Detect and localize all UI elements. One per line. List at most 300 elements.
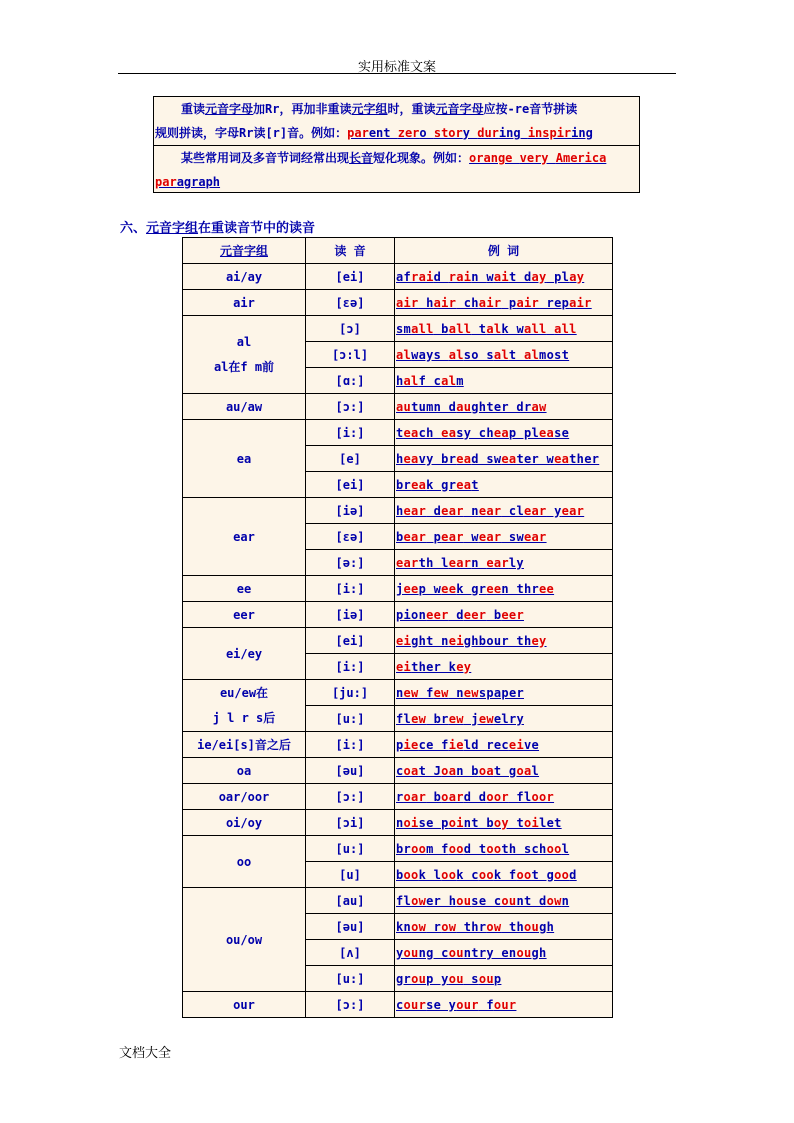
word-segment: n xyxy=(448,685,464,700)
word-segment: oor xyxy=(531,789,555,804)
pronunciation-cell: [i:] xyxy=(306,654,395,680)
word-segment: sm xyxy=(396,321,412,336)
word-segment: ow xyxy=(411,893,427,908)
vowel-group-cell xyxy=(183,758,306,784)
word-segment: ew xyxy=(403,685,419,700)
table-row xyxy=(183,576,613,602)
section-title xyxy=(120,217,315,236)
word-segment: h xyxy=(396,503,404,518)
word-segment: spaper xyxy=(478,685,524,700)
vowel-group-cell xyxy=(183,888,306,992)
word-segment: oar xyxy=(441,789,464,804)
word-segment: oa xyxy=(516,763,532,778)
word-segment: ou xyxy=(501,893,517,908)
word-segment: al xyxy=(493,347,509,362)
vowel-group-label-2: j l r s后 xyxy=(212,710,276,725)
vowel-group-label: au/aw xyxy=(225,399,263,414)
pronunciation-cell: [ɛə] xyxy=(306,524,395,550)
word-segment: al xyxy=(486,321,502,336)
table-row xyxy=(183,316,613,342)
pronunciation-cell: [əu] xyxy=(306,758,395,784)
example-words xyxy=(396,686,524,700)
section-title-rest: 在重读音节中的读音 xyxy=(198,221,316,236)
example-words xyxy=(396,452,599,466)
word-segment: th sch xyxy=(501,841,547,856)
word-segment: ways xyxy=(411,347,449,362)
word-segment: thr xyxy=(456,919,487,934)
word-segment: k w xyxy=(501,321,524,336)
example-words-cell xyxy=(395,732,613,758)
table-row xyxy=(183,810,613,836)
word-segment: k c xyxy=(456,867,479,882)
vowel-group-label: ea xyxy=(236,451,252,466)
word-segment: ei xyxy=(396,633,412,648)
word-segment: ew xyxy=(433,685,449,700)
vowel-group-label: ou/ow xyxy=(225,932,263,947)
word-segment: ea xyxy=(456,477,472,492)
note-text-segment: par xyxy=(347,126,369,140)
example-words-cell xyxy=(395,888,613,914)
word-segment: b xyxy=(396,529,404,544)
word-segment: ee xyxy=(486,581,502,596)
word-segment: ear xyxy=(448,555,472,570)
vowel-group-label: ear xyxy=(233,529,255,544)
word-segment: all xyxy=(523,321,547,336)
word-segment: ch xyxy=(418,425,442,440)
note-text-segment: very xyxy=(519,151,556,165)
word-segment: k f xyxy=(493,867,517,882)
word-segment: vy br xyxy=(418,451,457,466)
example-words-cell xyxy=(395,862,613,888)
word-segment: ch xyxy=(456,295,479,310)
vowel-group-label: eu/ew在 xyxy=(219,685,269,700)
word-segment: oo xyxy=(411,841,427,856)
vowel-group-cell xyxy=(183,836,306,888)
word-segment: ey xyxy=(456,659,472,674)
word-segment: al xyxy=(523,347,540,362)
word-segment: n thr xyxy=(501,581,540,596)
note-text-segment: 元音字母 xyxy=(205,102,254,116)
word-segment: ay xyxy=(569,269,585,284)
word-segment: r xyxy=(426,919,442,934)
example-words-cell xyxy=(395,940,613,966)
pronunciation-cell: [u:] xyxy=(306,836,395,862)
word-segment: l xyxy=(531,763,540,778)
word-segment: ew xyxy=(463,685,479,700)
word-segment: n b xyxy=(456,763,479,778)
note-paragraph-2 xyxy=(154,146,639,170)
pronunciation-cell: [u:] xyxy=(306,706,395,732)
example-words xyxy=(396,348,569,362)
example-words xyxy=(396,478,479,492)
word-segment: t xyxy=(508,815,524,830)
pronunciation-cell: [ʌ] xyxy=(306,940,395,966)
vowel-group-label: our xyxy=(233,997,255,1012)
word-segment: al xyxy=(396,347,412,362)
vowel-group-cell xyxy=(183,602,306,628)
example-words xyxy=(396,400,547,414)
word-segment: ie xyxy=(403,737,419,752)
example-words xyxy=(396,322,577,336)
vowel-group-label: eer xyxy=(233,607,255,622)
word-segment: ea xyxy=(456,451,472,466)
word-segment: eer xyxy=(426,607,449,622)
word-segment: pion xyxy=(396,607,427,622)
word-segment xyxy=(547,322,555,336)
word-segment: gh xyxy=(539,919,555,934)
word-segment: ou xyxy=(456,893,472,908)
word-segment: ntry en xyxy=(463,945,517,960)
word-segment: oar xyxy=(403,789,427,804)
word-segment: t xyxy=(508,269,524,284)
pronunciation-cell: [e] xyxy=(306,446,395,472)
word-segment: ow xyxy=(486,919,502,934)
word-segment: p xyxy=(493,971,502,986)
word-segment: ow xyxy=(441,919,457,934)
word-segment: ea xyxy=(411,477,427,492)
word-segment: ow xyxy=(411,919,427,934)
word-segment: r xyxy=(396,789,404,804)
word-segment: b xyxy=(433,321,449,336)
word-segment: eer xyxy=(501,607,524,622)
pronunciation-cell: [əu] xyxy=(306,914,395,940)
example-words-cell xyxy=(395,446,613,472)
word-segment: l xyxy=(561,841,570,856)
word-segment: p y xyxy=(426,971,449,986)
word-segment: b xyxy=(396,867,404,882)
word-segment: ld rec xyxy=(463,737,509,752)
word-segment: t xyxy=(471,321,487,336)
vowel-group-cell xyxy=(183,420,306,498)
example-words-cell xyxy=(395,576,613,602)
word-segment: t xyxy=(508,347,524,362)
word-segment: ow xyxy=(546,893,562,908)
word-segment: d xyxy=(448,607,464,622)
example-words xyxy=(396,764,539,778)
word-segment: ou xyxy=(411,971,427,986)
word-segment: ea xyxy=(554,451,570,466)
word-segment: se xyxy=(554,425,570,440)
word-segment: t g xyxy=(531,867,555,882)
word-segment: c xyxy=(396,763,404,778)
word-segment: oo xyxy=(546,841,562,856)
word-segment: our xyxy=(493,997,517,1012)
word-segment: ey xyxy=(531,633,547,648)
word-segment: ghbour th xyxy=(463,633,532,648)
table-row xyxy=(183,836,613,862)
word-segment: gh xyxy=(531,945,547,960)
example-words xyxy=(396,374,464,388)
note-text-segment: ing xyxy=(571,126,593,140)
example-words xyxy=(396,712,524,726)
table-row xyxy=(183,498,613,524)
word-segment: all xyxy=(448,321,472,336)
word-segment: nt b xyxy=(463,815,494,830)
pronunciation-cell: [ɔi] xyxy=(306,810,395,836)
table-row xyxy=(183,628,613,654)
vowel-group-cell xyxy=(183,784,306,810)
word-segment: al xyxy=(441,373,457,388)
table-row xyxy=(183,420,613,446)
example-words xyxy=(396,530,547,544)
word-segment: t J xyxy=(418,763,442,778)
section-title-underlined: 元音字组 xyxy=(146,221,199,236)
word-segment: oa xyxy=(403,763,419,778)
word-segment: n xyxy=(463,503,479,518)
example-words xyxy=(396,946,547,960)
word-segment: ng c xyxy=(418,945,449,960)
example-words-cell xyxy=(395,290,613,316)
vowel-group-cell xyxy=(183,264,306,290)
word-segment: ea xyxy=(493,425,509,440)
table-row xyxy=(183,992,613,1018)
pronunciation-cell: [ɔ:] xyxy=(306,992,395,1018)
example-words xyxy=(396,816,562,830)
word-segment: ghter dr xyxy=(471,399,532,414)
word-segment: ear xyxy=(396,555,419,570)
example-words-cell xyxy=(395,836,613,862)
section-number: 六、 xyxy=(120,221,147,236)
word-segment: our xyxy=(403,997,427,1012)
word-segment: oi xyxy=(524,815,540,830)
note-text-segment: 加Rr，再加非重读 xyxy=(253,102,352,116)
word-segment: eer xyxy=(463,607,487,622)
vowel-group-label: ie/ei[s]音之后 xyxy=(197,738,291,752)
word-segment: sy ch xyxy=(456,425,494,440)
pronunciation-cell: [u:] xyxy=(306,966,395,992)
pronunciation-cell: [ju:] xyxy=(306,680,395,706)
example-words xyxy=(396,868,577,882)
word-segment: ght n xyxy=(411,633,449,648)
vowel-group-cell xyxy=(183,680,306,732)
word-segment: ew xyxy=(448,711,464,726)
word-segment: ou xyxy=(478,971,494,986)
word-segment: ly xyxy=(508,555,524,570)
table-row xyxy=(183,394,613,420)
word-segment: br xyxy=(396,477,412,492)
pronunciation-cell: [ɛə] xyxy=(306,290,395,316)
word-segment: oy xyxy=(493,815,509,830)
pronunciation-cell: [ei] xyxy=(306,628,395,654)
pronunciation-cell: [ɔ:] xyxy=(306,394,395,420)
example-words xyxy=(396,296,592,310)
example-words-cell xyxy=(395,706,613,732)
vowel-group-cell xyxy=(183,394,306,420)
word-segment: elry xyxy=(493,711,524,726)
example-words-cell xyxy=(395,472,613,498)
pronunciation-cell: [au] xyxy=(306,888,395,914)
word-segment: br xyxy=(426,711,449,726)
word-segment: ew xyxy=(478,711,494,726)
note-text-segment: par xyxy=(155,175,177,189)
vowel-group-cell xyxy=(183,810,306,836)
word-segment: ter w xyxy=(516,451,555,466)
word-segment: ea xyxy=(403,425,419,440)
example-words xyxy=(396,660,471,674)
word-segment: nt d xyxy=(516,893,547,908)
word-segment: rai xyxy=(411,269,434,284)
word-segment: ear xyxy=(478,529,502,544)
word-segment: p pl xyxy=(508,425,540,440)
example-words xyxy=(396,998,516,1012)
header-example-words: 例 词 xyxy=(395,238,613,264)
word-segment: ther k xyxy=(411,659,457,674)
word-segment: h xyxy=(396,451,404,466)
note-text-segment: 长音 xyxy=(349,151,374,165)
word-segment: let xyxy=(539,815,562,830)
word-segment: j xyxy=(396,581,404,596)
note-text-segment: ing xyxy=(498,126,528,140)
note-text-segment: 元音字母 xyxy=(435,102,484,116)
word-segment: t xyxy=(396,425,404,440)
word-segment: h xyxy=(418,295,434,310)
word-segment: n xyxy=(396,815,404,830)
word-segment: s xyxy=(463,971,479,986)
note-paragraph-1 xyxy=(154,97,639,121)
word-segment: all xyxy=(554,321,577,336)
example-words xyxy=(396,634,547,648)
word-segment: oo xyxy=(554,867,570,882)
pronunciation-cell: [ei] xyxy=(306,472,395,498)
pronunciation-cell: [i:] xyxy=(306,732,395,758)
word-segment: air xyxy=(516,295,540,310)
vowel-group-label: air xyxy=(233,295,255,310)
word-segment: f c xyxy=(418,373,442,388)
word-segment: sw xyxy=(501,529,524,544)
word-segment: b xyxy=(486,607,502,622)
pronunciation-cell: [ə:] xyxy=(306,550,395,576)
vowel-group-label: oar/oor xyxy=(218,789,270,804)
word-segment: d xyxy=(524,269,532,284)
example-words-cell xyxy=(395,420,613,446)
note-text-segment: 重读 xyxy=(181,102,206,116)
word-segment: fl xyxy=(396,711,412,726)
note-text-segment: stor xyxy=(433,126,463,140)
vowel-group-label: ai/ay xyxy=(225,269,263,284)
word-segment: t g xyxy=(493,763,517,778)
vowel-group-cell xyxy=(183,732,306,758)
note-text-segment: agraph xyxy=(176,175,221,189)
example-words-cell xyxy=(395,680,613,706)
note-text-segment: 元字组 xyxy=(351,102,388,116)
word-segment: ear xyxy=(403,529,427,544)
word-segment: f xyxy=(478,997,494,1012)
word-segment: air xyxy=(569,295,592,310)
table-body xyxy=(183,264,613,1018)
word-segment: f xyxy=(418,685,434,700)
word-segment: oo xyxy=(478,867,494,882)
word-segment: ee xyxy=(539,581,555,596)
word-segment xyxy=(547,270,555,284)
table-row xyxy=(183,264,613,290)
vowel-combination-table xyxy=(182,237,613,1018)
note-paragraph-1-cont xyxy=(154,121,639,145)
word-segment: ou xyxy=(448,971,464,986)
word-segment: ear xyxy=(486,555,509,570)
word-segment: ei xyxy=(396,659,412,674)
word-segment: ce f xyxy=(418,737,449,752)
word-segment: ea xyxy=(501,451,517,466)
word-segment: p xyxy=(396,737,404,752)
page-footer: 文档大全 xyxy=(119,1046,172,1061)
example-words-cell xyxy=(395,368,613,394)
header-vowel-group: 元音字组 xyxy=(183,238,306,264)
table-row xyxy=(183,784,613,810)
vowel-group-label-2: al在f m前 xyxy=(213,359,275,374)
word-segment: oo xyxy=(448,841,464,856)
word-segment: se c xyxy=(471,893,502,908)
vowel-group-label: oi/oy xyxy=(225,815,263,830)
word-segment: oi xyxy=(448,815,464,830)
word-segment: d d xyxy=(463,789,487,804)
vowel-group-cell xyxy=(183,992,306,1018)
word-segment: k gr xyxy=(456,581,487,596)
word-segment: air xyxy=(396,295,419,310)
word-segment: p xyxy=(501,295,517,310)
word-segment: d xyxy=(426,503,442,518)
table-row xyxy=(183,888,613,914)
word-segment: h xyxy=(396,373,404,388)
word-segment: m xyxy=(456,373,464,388)
example-words-cell xyxy=(395,602,613,628)
example-words-cell xyxy=(395,394,613,420)
pronunciation-cell: [ɔ:] xyxy=(306,784,395,810)
vowel-group-label: ee xyxy=(236,581,252,596)
vowel-group-cell xyxy=(183,316,306,394)
word-segment: fl xyxy=(396,893,412,908)
word-segment: ou xyxy=(448,945,464,960)
word-segment: oa xyxy=(441,763,457,778)
word-segment: k gr xyxy=(426,477,457,492)
pronunciation-cell: [ɑ:] xyxy=(306,368,395,394)
word-segment: br xyxy=(396,841,412,856)
word-segment: ear xyxy=(441,503,464,518)
example-words-cell xyxy=(395,758,613,784)
word-segment: pl xyxy=(554,269,570,284)
pronunciation-cell: [u] xyxy=(306,862,395,888)
table-row xyxy=(183,602,613,628)
word-segment: ee xyxy=(441,581,457,596)
table-row xyxy=(183,758,613,784)
note-text-segment: 某些常用词及多音节词经常出现 xyxy=(181,151,350,165)
word-segment: er h xyxy=(426,893,457,908)
example-words-cell xyxy=(395,316,613,342)
vowel-group-label: ei/ey xyxy=(225,646,263,661)
pronunciation-cell: [ɔ:l] xyxy=(306,342,395,368)
word-segment: n xyxy=(471,555,487,570)
word-segment: oi xyxy=(403,815,419,830)
pronunciation-cell: [ɔ] xyxy=(306,316,395,342)
example-words-cell xyxy=(395,498,613,524)
example-words xyxy=(396,972,501,986)
vowel-group-cell xyxy=(183,576,306,602)
word-segment: kn xyxy=(396,919,412,934)
word-segment: af xyxy=(396,269,412,284)
word-segment: th xyxy=(501,919,524,934)
vowel-group-cell xyxy=(183,628,306,680)
word-segment: t xyxy=(471,477,479,492)
word-segment: all xyxy=(411,321,434,336)
word-segment: y xyxy=(546,503,562,518)
example-words xyxy=(396,790,554,804)
word-segment: ear xyxy=(561,503,585,518)
example-words xyxy=(396,556,524,570)
note-text-segment: orange xyxy=(469,151,520,165)
word-segment: w xyxy=(463,529,479,544)
example-words-cell xyxy=(395,264,613,290)
word-segment: oo xyxy=(441,867,457,882)
word-segment: ea xyxy=(441,425,457,440)
